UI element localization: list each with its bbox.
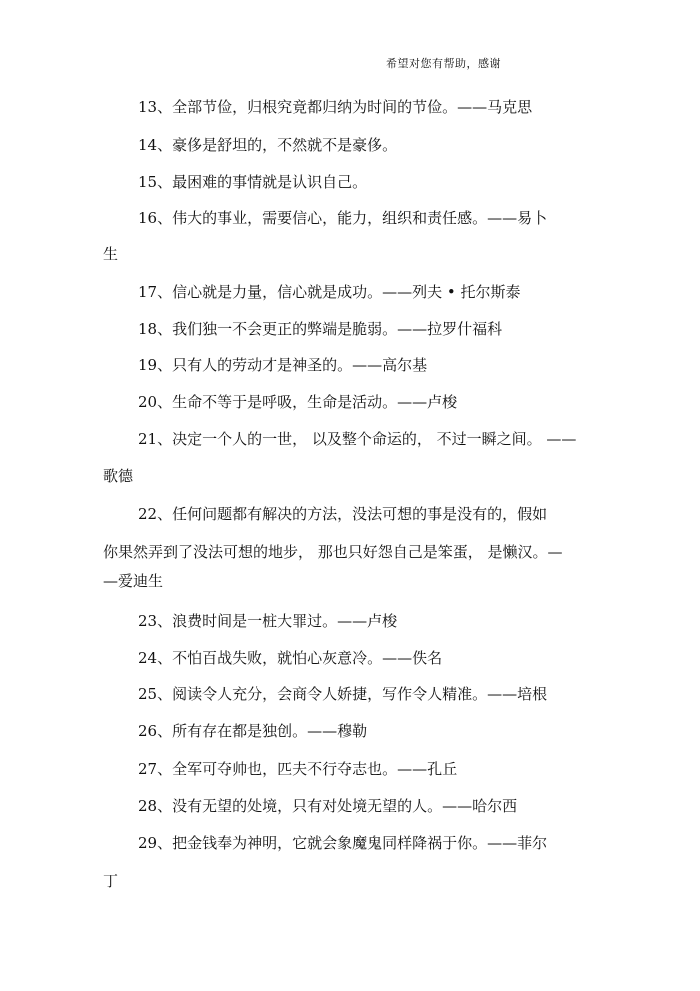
quote-line: 23、浪费时间是一桩大罪过。——卢梭 xyxy=(138,612,398,630)
quote-line: 28、没有无望的处境，只有对处境无望的人。——哈尔西 xyxy=(138,797,518,815)
quote-continuation: 生 xyxy=(103,245,119,263)
quote-line: 17、信心就是力量，信心就是成功。——列夫 • 托尔斯泰 xyxy=(138,283,521,301)
quote-line: 16、伟大的事业，需要信心，能力，组织和责任感。——易卜 xyxy=(138,209,548,227)
quote-line: 15、最困难的事情就是认识自己。 xyxy=(138,173,368,191)
quote-continuation: —爱迪生 xyxy=(103,572,164,590)
page-header: 希望对您有帮助，感谢 xyxy=(386,57,501,70)
quote-line: 13、全部节俭，归根究竟都归纳为时间的节俭。——马克思 xyxy=(138,98,533,116)
quote-line: 25、阅读令人充分，会商令人娇捷，写作令人精准。——培根 xyxy=(138,685,548,703)
quote-line: 18、我们独一不会更正的弊端是脆弱。——拉罗什福科 xyxy=(138,320,503,338)
quote-line: 22、任何问题都有解决的方法，没法可想的事是没有的，假如 xyxy=(138,505,548,523)
quote-line: 26、所有存在都是独创。——穆勒 xyxy=(138,722,368,740)
quote-line: 24、不怕百战失败，就怕心灰意冷。——佚名 xyxy=(138,649,443,667)
quote-continuation: 你果然弄到了没法可想的地步， 那也只好怨自己是笨蛋， 是懒汉。— xyxy=(103,543,563,561)
quote-line: 29、把金钱奉为神明，它就会象魔鬼同样降祸于你。——菲尔 xyxy=(138,834,548,852)
quote-continuation: 歌德 xyxy=(103,467,134,485)
quote-line: 27、全军可夺帅也，匹夫不行夺志也。——孔丘 xyxy=(138,760,458,778)
quote-line: 20、生命不等于是呼吸，生命是活动。——卢梭 xyxy=(138,393,458,411)
quote-continuation: 丁 xyxy=(103,872,119,890)
quote-line: 19、只有人的劳动才是神圣的。——高尔基 xyxy=(138,356,428,374)
quote-line: 14、豪侈是舒坦的，不然就不是豪侈。 xyxy=(138,136,398,154)
quote-line: 21、决定一个人的一世， 以及整个命运的， 不过一瞬之间。 —— xyxy=(138,430,577,448)
